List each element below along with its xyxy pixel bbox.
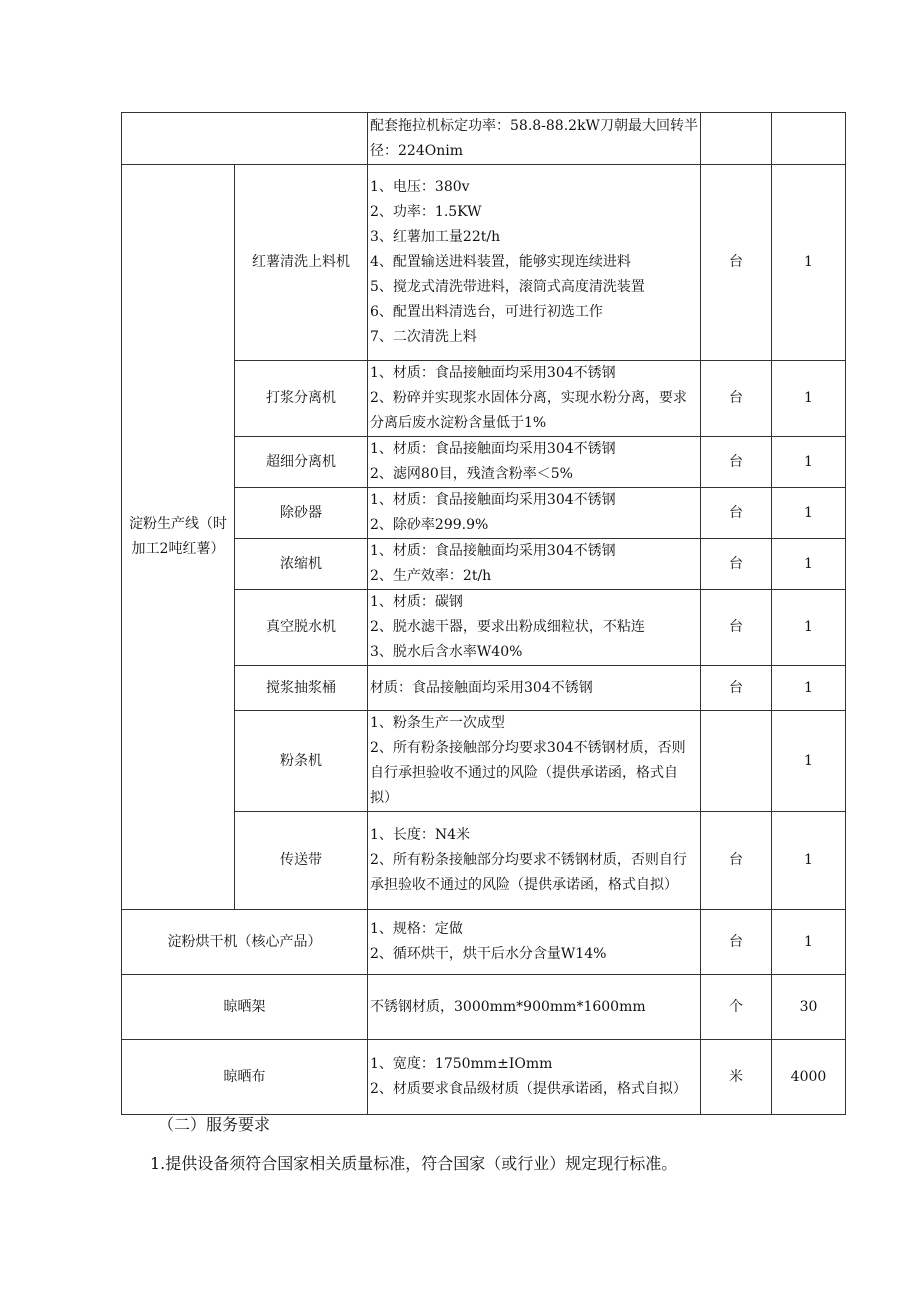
unit-cell: 台 (701, 910, 772, 975)
spec-line: 5、搅龙式清洗带进料，滚筒式高度清洗装置 (370, 279, 645, 295)
spec-line: 7、二次清洗上料 (370, 329, 477, 345)
blank-name-cell (122, 113, 368, 165)
spec-line: 2、功率：1.5KW (370, 204, 482, 220)
section-heading: （二）服务要求 (158, 1115, 271, 1134)
item-name: 粉条机 (235, 711, 368, 812)
unit-cell: 个 (701, 975, 772, 1040)
spec-line: 1、材质：食品接触面均采用304不锈钢 (370, 441, 616, 457)
unit-cell: 台 (701, 812, 772, 910)
spec-line: 2、循环烘干，烘干后水分含量W14% (370, 946, 607, 962)
table-row (122, 1040, 846, 1115)
item-name: 传送带 (235, 812, 368, 910)
spec-line: 1、规格：定做 (370, 921, 463, 937)
spec-cell (368, 975, 701, 1040)
spec-line: 4、配置输送进料装置，能够实现连续进料 (370, 254, 631, 270)
body-paragraph: 1.提供设备须符合国家相关质量标准，符合国家（或行业）规定现行标准。 (150, 1154, 678, 1173)
item-name: 浓缩机 (235, 539, 368, 590)
spec-line: 3、红薯加工量22t/h (370, 229, 501, 245)
spec-line: 配套拖拉机标定功率：58.8-88.2kW刀朝最大回转半径：224Onim (370, 117, 698, 159)
spec-cell (368, 437, 701, 488)
item-name: 真空脱水机 (235, 590, 368, 666)
qty-cell: 30 (772, 975, 846, 1040)
item-name: 晾晒布 (122, 1040, 368, 1115)
qty-cell: 1 (772, 437, 846, 488)
spec-line: 2、脱水滤干器，要求出粉成细粒状，不粘连 (370, 619, 645, 635)
spec-cell (368, 910, 701, 975)
item-name: 红薯清洗上料机 (235, 165, 368, 361)
qty-cell: 1 (772, 812, 846, 910)
unit-cell: 米 (701, 1040, 772, 1115)
spec-line: 2、材质要求食品级材质（提供承诺函，格式自拟） (370, 1081, 687, 1097)
unit-cell: 台 (701, 590, 772, 666)
spec-cell (368, 361, 701, 437)
spec-line: 材质：食品接触面均采用304不锈钢 (370, 679, 593, 696)
spec-line: 1、电压：380v (370, 179, 470, 195)
spec-line: 6、配置出料清选台，可进行初选工作 (370, 304, 603, 320)
table-row (122, 975, 846, 1040)
qty-cell: 4000 (772, 1040, 846, 1115)
item-name: 除砂器 (235, 488, 368, 539)
group-label: 淀粉生产线（时加工2吨红薯） (129, 516, 227, 557)
qty-cell: 1 (772, 488, 846, 539)
qty-cell: 1 (772, 539, 846, 590)
spec-cell (368, 1040, 701, 1115)
unit-cell: 台 (701, 539, 772, 590)
group-label-cell (122, 165, 235, 910)
spec-cell (368, 488, 701, 539)
item-name: 打浆分离机 (235, 361, 368, 437)
qty-cell: 1 (772, 910, 846, 975)
spec-cell (368, 812, 701, 910)
spec-line: 2、所有粉条接触部分均要求不锈钢材质，否则自行承担验收不通过的风险（提供承诺函，格式自拟） (370, 852, 687, 893)
spec-line: 2、滤网80目，残渣含粉率＜5% (370, 466, 573, 482)
qty-cell: 1 (772, 590, 846, 666)
qty-cell: 1 (772, 711, 846, 812)
item-name: 淀粉烘干机（核心产品） (122, 910, 368, 975)
item-name: 超细分离机 (235, 437, 368, 488)
qty-cell: 1 (772, 361, 846, 437)
spec-line: 2、粉碎并实现浆水固体分离，实现水粉分离，要求分离后废水淀粉含量低于1% (370, 390, 687, 431)
spec-cell (368, 165, 701, 361)
qty-cell: 1 (772, 165, 846, 361)
spec-line: 1、材质：食品接触面均采用304不锈钢 (370, 543, 616, 559)
qty-cell: 1 (772, 666, 846, 711)
spec-line: 不锈钢材质，3000mm*900mm*1600mm (370, 998, 646, 1015)
spec-line: 1、长度：N4米 (370, 827, 471, 843)
spec-cell (368, 539, 701, 590)
spec-cell (368, 666, 701, 711)
spec-line: 3、脱水后含水率W40% (370, 644, 523, 660)
spec-line: 2、所有粉条接触部分均要求304不锈钢材质，否则自行承担验收不通过的风险（提供承诺函，格式自拟） (370, 740, 686, 806)
spec-line: 1、宽度：1750mm±IOmm (370, 1056, 553, 1072)
unit-cell: 台 (701, 165, 772, 361)
item-name: 搅浆抽浆桶 (235, 666, 368, 711)
unit-cell: 台 (701, 488, 772, 539)
spec-line: 2、除砂率299.9% (370, 517, 489, 533)
spec-line: 1、材质：碳钢 (370, 594, 463, 610)
qty-cell (772, 113, 846, 165)
spec-line: 1、材质：食品接触面均采用304不锈钢 (370, 492, 616, 508)
item-name: 晾晒架 (122, 975, 368, 1040)
table-row (122, 165, 846, 361)
unit-cell: 台 (701, 437, 772, 488)
table-row (122, 910, 846, 975)
unit-cell: 台 (701, 666, 772, 711)
unit-cell (701, 113, 772, 165)
unit-cell (701, 711, 772, 812)
spec-cell (368, 113, 701, 165)
unit-cell: 台 (701, 361, 772, 437)
spec-cell (368, 711, 701, 812)
table-row (122, 113, 846, 165)
spec-cell (368, 590, 701, 666)
spec-line: 1、粉条生产一次成型 (370, 715, 505, 731)
equipment-spec-table (121, 112, 846, 1115)
spec-line: 2、生产效率：2t/h (370, 568, 492, 584)
spec-line: 1、材质：食品接触面均采用304不锈钢 (370, 365, 616, 381)
